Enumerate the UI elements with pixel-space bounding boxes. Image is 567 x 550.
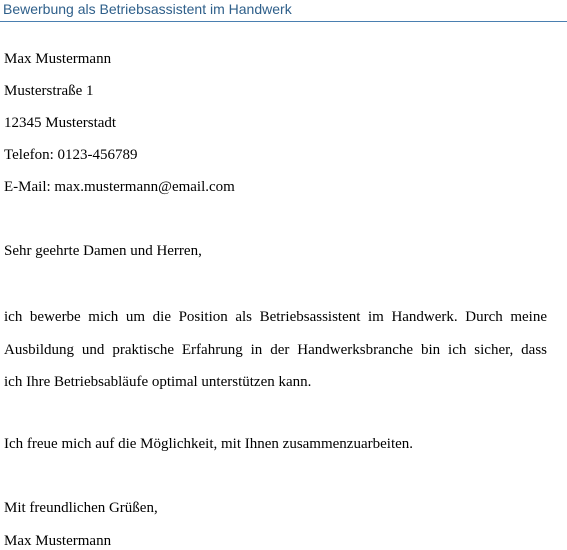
sender-email: E-Mail: max.mustermann@email.com	[4, 179, 235, 195]
body-line-2: Ausbildung und praktische Erfahrung in der Handwerksbranche bin ich sicher, dass	[4, 342, 547, 358]
header-divider	[0, 21, 567, 22]
document-header	[0, 0, 567, 22]
signature: Max Mustermann	[4, 533, 112, 549]
sender-name: Max Mustermann	[4, 51, 112, 67]
salutation: Sehr geehrte Damen und Herren,	[4, 243, 202, 259]
sender-street: Musterstraße 1	[4, 83, 94, 99]
document-title: Bewerbung als Betriebsassistent im Handwerk	[3, 1, 292, 17]
body-line-3: ich Ihre Betriebsabläufe optimal unterstützen kann.	[4, 374, 312, 390]
sender-phone: Telefon: 0123-456789	[4, 147, 138, 163]
closing-phrase: Mit freundlichen Grüßen,	[4, 500, 158, 516]
body-line-1: ich bewerbe mich um die Position als Betriebsassistent im Handwerk. Durch meine	[4, 309, 547, 325]
sender-city: 12345 Musterstadt	[4, 115, 117, 131]
closing-paragraph: Ich freue mich auf die Möglichkeit, mit Ihnen zusammenzuarbeiten.	[4, 436, 414, 452]
